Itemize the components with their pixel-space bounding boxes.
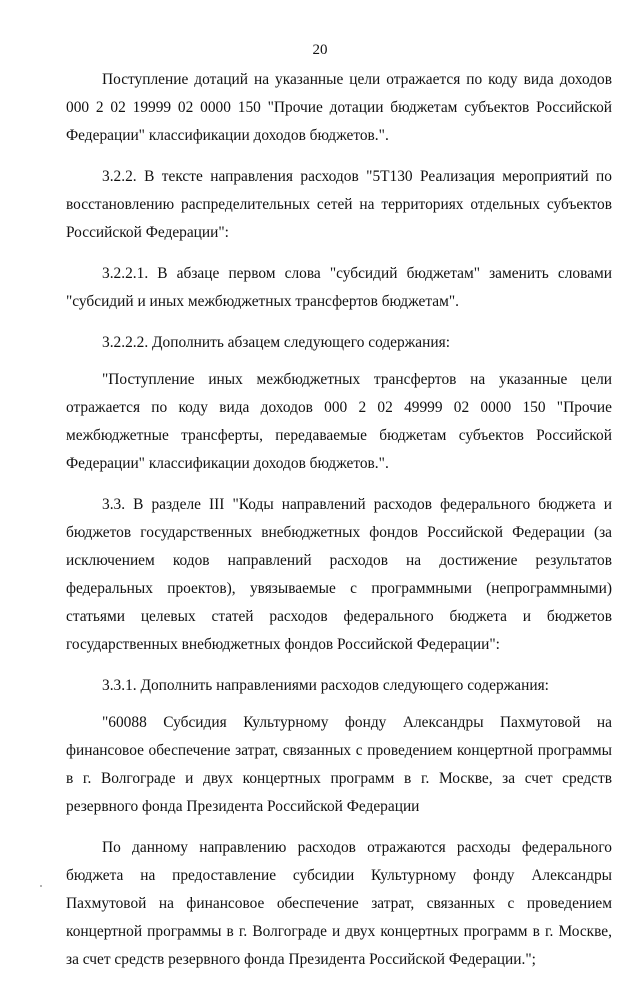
paragraph-3-2-2: 3.2.2. В тексте направления расходов "5Т130 Реализация мероприятий по восстановлению распределительных сетей на территориях отдельных субъектов Российской Федерации": [66, 168, 612, 241]
paragraph-3-2-2-1: 3.2.2.1. В абзаце первом слова "субсидий бюджетам" заменить словами "субсидий и иных межбюджетных трансфертов бюджетам". [66, 265, 612, 310]
paragraph-income-transfers: "Поступление иных межбюджетных трансфертов на указанные цели отражается по коду вида доходов 000 2 02 49999 02 0000 150 "Прочие межбюджетные трансферты, передаваемые бюджетам субъектов Российской Федерации" классификации доходов бюджетов.". [66, 371, 612, 472]
paragraph-income-dotations: Поступление дотаций на указанные цели отражается по коду вида доходов 000 2 02 19999 02 0000 150 "Прочие дотации бюджетам субъектов Российской Федерации" классификации доходов бюджетов.". [66, 71, 612, 144]
paragraph-expense-description: По данному направлению расходов отражаются расходы федерального бюджета на предоставление субсидии Культурному фонду Александры Пахмутовой на финансовое обеспечение затрат, связанных с проведением концертной программы в г. Волгограде и двух концертных программ в г. Москве, за счет средств резервного фонда Президента Российской Федерации."; [66, 839, 612, 968]
paragraph-3-2-2-2: 3.2.2.2. Дополнить абзацем следующего содержания: [102, 334, 450, 351]
paragraph-3-3: 3.3. В разделе III "Коды направлений расходов федерального бюджета и бюджетов государственных внебюджетных фондов Российской Федерации (за исключением кодов направлений расходов на достижение результатов федеральных проектов), увязываемые с программными (непрограммными) статьями целевых статей расходов федерального бюджета и бюджетов государственных внебюджетных фондов Российской Федерации": [66, 496, 612, 653]
scan-speck [40, 885, 42, 887]
page-number: 20 [312, 42, 328, 58]
paragraph-3-3-1: 3.3.1. Дополнить направлениями расходов следующего содержания: [102, 677, 549, 694]
document-body [66, 66, 612, 987]
paragraph-expense-60088: "60088 Субсидия Культурному фонду Александры Пахмутовой на финансовое обеспечение затрат, связанных с проведением концертной программы в г. Волгограде и двух концертных программ в г. Москве, за счет средств резервного фонда Президента Российской Федерации [66, 714, 612, 815]
